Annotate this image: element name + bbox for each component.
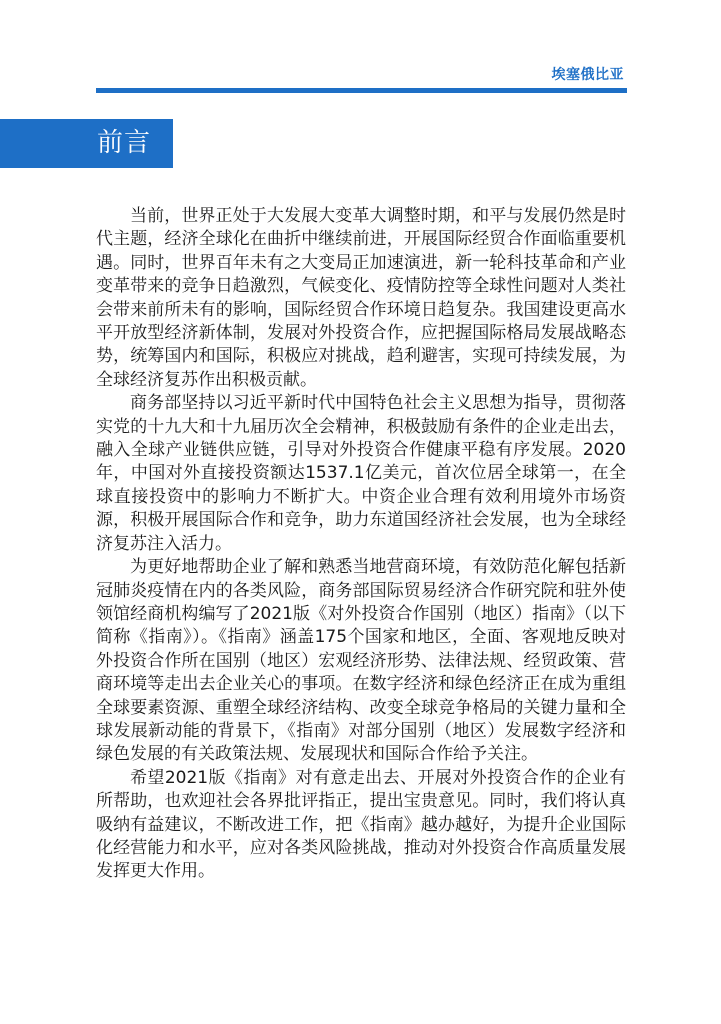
section-title: 前言 <box>97 128 152 158</box>
paragraph: 为更好地帮助企业了解和熟悉当地营商环境，有效防范化解包括新冠肺炎疫情在内的各类风险，商务部国际贸易经济合作研究院和驻外使领馆经商机构编写了2021版《对外投资合作国别（地区）指南》（以下简称《指南》）。《指南》涵盖175个国家和地区，全面、客观地反映对外投资合作所在国别（地区）宏观经济形势、法律法规、经贸政策、营商环境等走出去企业关心的事项。在数字经济和绿色经济正在成为重组全球要素资源、重塑全球经济结构、改变全球竞争格局的关键力量和全球发展新动能的背景下，《指南》对部分国别（地区）发展数字经济和绿色发展的有关政策法规、发展现状和国际合作给予关注。 <box>96 557 626 765</box>
preface-body <box>96 205 626 884</box>
section-title-banner <box>0 119 173 168</box>
header-country-label: 埃塞俄比亚 <box>551 67 624 83</box>
paragraph: 当前，世界正处于大发展大变革大调整时期，和平与发展仍然是时代主题，经济全球化在曲折中继续前进，开展国际经贸合作面临重要机遇。同时，世界百年未有之大变局正加速演进，新一轮科技革命和产业变革带来的竞争日趋激烈，气候变化、疫情防控等全球性问题对人类社会带来前所未有的影响，国际经贸合作环境日趋复杂。我国建设更高水平开放型经济新体制，发展对外投资合作，应把握国际格局发展战略态势，统筹国内和国际，积极应对挑战，趋利避害，实现可持续发展，为全球经济复苏作出积极贡献。 <box>96 206 626 390</box>
paragraph: 商务部坚持以习近平新时代中国特色社会主义思想为指导，贯彻落实党的十九大和十九届历次全会精神，积极鼓励有条件的企业走出去，融入全球产业链供应链，引导对外投资合作健康平稳有序发展。2020年，中国对外直接投资额达1537.1亿美元，首次位居全球第一，在全球直接投资中的影响力不断扩大。中资企业合理有效利用境外市场资源，积极开展国际合作和竞争，助力东道国经济社会发展，也为全球经济复苏注入活力。 <box>96 393 626 554</box>
paragraph: 希望2021版《指南》对有意走出去、开展对外投资合作的企业有所帮助，也欢迎社会各界批评指正，提出宝贵意见。同时，我们将认真吸纳有益建议，不断改进工作，把《指南》越办越好，为提升企业国际化经营能力和水平，应对各类风险挑战，推动对外投资合作高质量发展发挥更大作用。 <box>96 767 626 882</box>
header-divider <box>96 88 627 93</box>
